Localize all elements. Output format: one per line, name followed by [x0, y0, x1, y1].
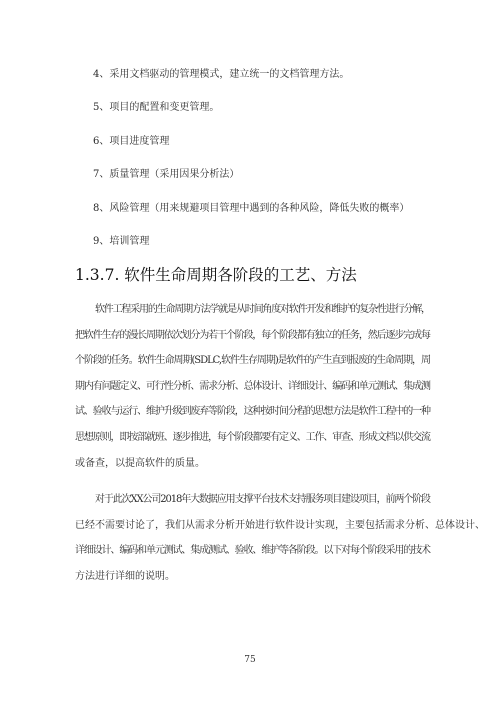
- list-item-8: 8、风险管理（用来规避项目管理中遇到的各种风险，降低失败的概率）: [93, 203, 410, 214]
- paragraph-line: 对于此次XX公司2018年大数据应用支撑平台技术支持服务项目建设项目，前两个阶段: [95, 494, 430, 505]
- paragraph-lifecycle: [75, 297, 431, 476]
- paragraph-line: 方法进行详细的说明。: [75, 570, 175, 582]
- paragraph-line: 思想原则，即按部就班、逐步推进，每个阶段都要有定义、工作、审查、形成文档以供交流: [75, 431, 430, 443]
- paragraph-line: 试、验收与运行、维护升级到废弃等阶段，这种按时间分程的思想方法是软件工程中的一种: [75, 406, 430, 418]
- list-item-4: 4、采用文档驱动的管理模式，建立统一的文档管理方法。: [93, 69, 350, 80]
- paragraph-project: [75, 487, 485, 589]
- list-item-9: 9、培训管理: [93, 236, 150, 247]
- list-item-5: 5、项目的配置和变更管理。: [93, 102, 220, 113]
- paragraph-line: 或备查，以提高软件的质量。: [75, 457, 205, 469]
- paragraph-line: 已经不需要讨论了，我们从需求分析开始进行软件设计实现，主要包括需求分析、总体设计、: [75, 519, 485, 531]
- paragraph-line: 期内有问题定义、可行性分析、需求分析、总体设计、详细设计、编码和单元测试、集成测: [75, 380, 430, 392]
- list-item-6: 6、项目进度管理: [93, 136, 170, 147]
- paragraph-line: 详细设计、编码和单元测试、集成测试、验收、维护等各阶段。以下对每个阶段采用的技术: [75, 545, 430, 557]
- paragraph-line: 把软件生存的漫长周期依次划分为若干个阶段，每个阶段都有独立的任务，然后逐步完成每: [75, 329, 430, 341]
- list-item-7: 7、质量管理（采用因果分析法）: [93, 169, 240, 180]
- paragraph-line: 个阶段的任务。软件生命周期(SDLC,软件生存周期)是软件的产生直到报废的生命周期，周: [75, 355, 430, 367]
- paragraph-line: 软件工程采用的生命周期方法学就是从时间角度对软件开发和维护的复杂性进行分解，: [95, 304, 430, 315]
- page-number: 75: [244, 655, 256, 665]
- section-heading: 1.3.7. 软件生命周期各阶段的工艺、方法: [75, 266, 357, 284]
